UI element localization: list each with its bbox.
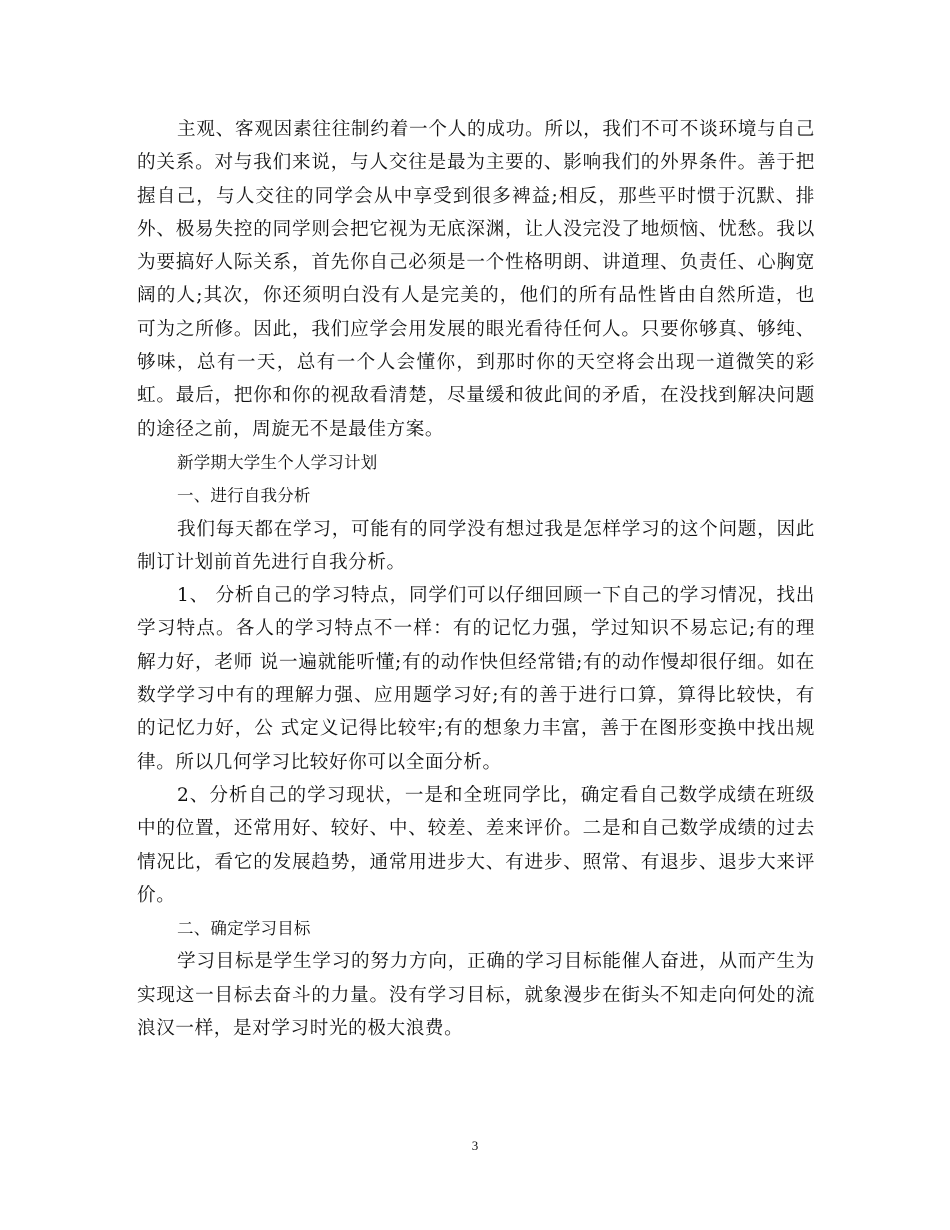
paragraph-learning-status: 2、分析自己的学习现状，一是和全班同学比，确定看自己数学成绩在班级中的位置，还常用好、较好、中、较差、差来评价。二是和自己数学成绩的过去情况比，看它的发展趋势，通常用进步大、有进步、照常、有退步、退步大来评价。: [137, 784, 815, 906]
section-title-study-plan: 新学期大学生个人学习计划: [177, 452, 378, 472]
document-body: [137, 113, 815, 1045]
heading-learning-goals: 二、确定学习目标: [177, 919, 311, 939]
paragraph-self-analysis-intro: 我们每天都在学习，可能有的同学没有想过我是怎样学习的这个问题，因此制订计划前首先进行自我分析。: [137, 518, 815, 573]
paragraph-learning-goals: 学习目标是学生学习的努力方向，正确的学习目标能催人奋进，从而产生为实现这一目标去奋斗的力量。没有学习目标，就象漫步在街头不知走向何处的流浪汉一样，是对学习时光的极大浪费。: [137, 951, 815, 1040]
paragraph-learning-traits: 1、 分析自己的学习特点，同学们可以仔细回顾一下自己的学习情况，找出学习特点。各人的学习特点不一样：有的记忆力强，学过知识不易忘记;有的理解力好，老师 说一遍就能听懂;有的动作快但经常错;有的动作慢却很仔细。如在数学学习中有的理解力强、应用题学习好;有的善于进行口算，算得比较快，有的记忆力好，公 式定义记得比较牢;有的想象力丰富，善于在图形变换中找出规律。所以几何学习比较好你可以全面分析。: [137, 585, 815, 773]
page-number: 3: [471, 1138, 479, 1153]
paragraph-interpersonal-relations: 主观、客观因素往往制约着一个人的成功。所以，我们不可不谈环境与自己的关系。对与我们来说，与人交往是最为主要的、影响我们的外界条件。善于把握自己，与人交往的同学会从中享受到很多裨益;相反，那些平时惯于沉默、排外、极易失控的同学则会把它视为无底深渊，让人没完没了地烦恼、忧愁。我以为要搞好人际关系，首先你自己必须是一个性格明朗、讲道理、负责任、心胸宽阔的人;其次，你还须明白没有人是完美的，他们的所有品性皆由自然所造，也可为之所修。因此，我们应学会用发展的眼光看待任何人。只要你够真、够纯、够味，总有一天，总有一个人会懂你，到那时你的天空将会出现一道微笑的彩虹。最后，把你和你的视敌看清楚，尽量缓和彼此间的矛盾，在没找到解决问题的途径之前，周旋无不是最佳方案。: [137, 119, 815, 440]
heading-self-analysis: 一、进行自我分析: [177, 486, 311, 506]
